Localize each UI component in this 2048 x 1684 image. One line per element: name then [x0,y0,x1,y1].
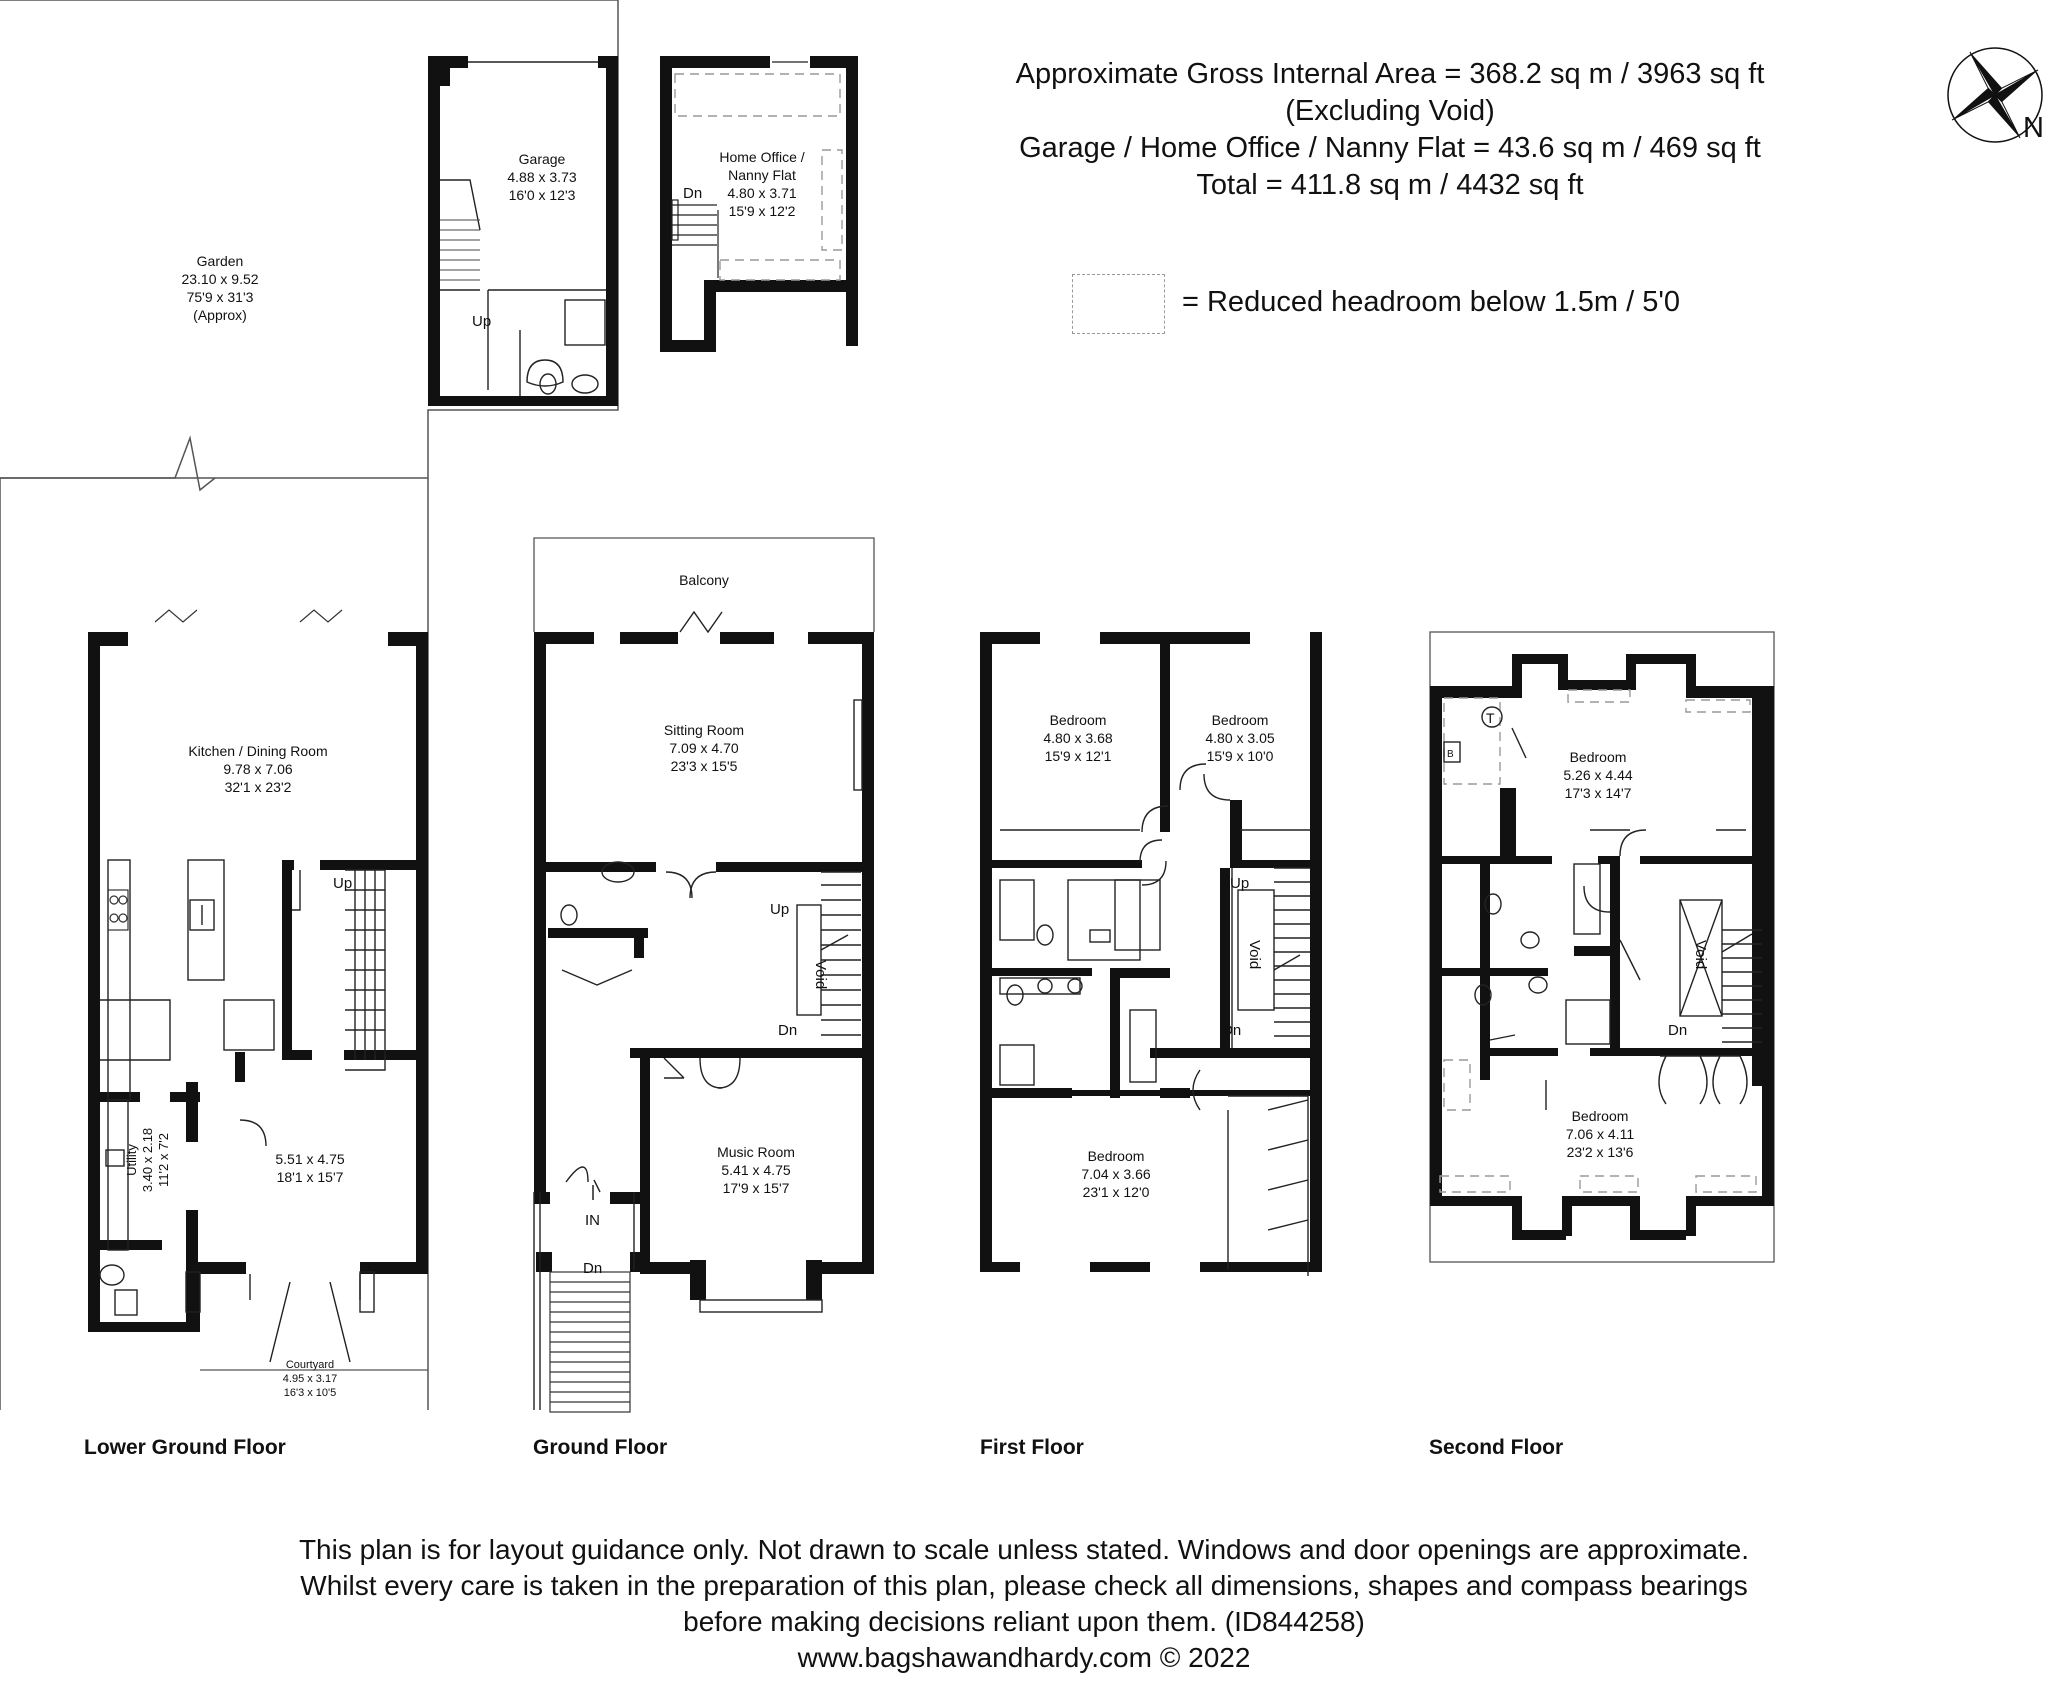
garden-name: Garden [196,253,244,269]
reduced-headroom-swatch [1072,274,1165,334]
void-ground: Void [812,960,829,990]
first-floor-outline [980,632,1322,1276]
ff-bedroom-3-name: Bedroom [1087,1148,1145,1164]
utility-imperial: 11'2 x 7'2 [156,1133,171,1187]
stairs-up-first: Up [1230,875,1250,892]
void-first: Void [1246,940,1263,970]
sitting-room-name: Sitting Room [663,722,745,738]
floor-label-ground: Ground Floor [533,1436,668,1459]
stairs-down-office: Dn [683,185,703,202]
entrance-in-label: IN [585,1212,600,1229]
website-link[interactable]: www.bagshawandhardy.com © 2022 [797,1642,1251,1673]
garage-name: Garage [518,151,566,167]
compass-north-label: N [2023,112,2044,144]
home-office-metric: 4.80 x 3.71 [727,185,797,201]
ff-bedroom-2-imperial: 15'9 x 10'0 [1206,748,1274,764]
sf-bedroom-1-metric: 5.26 x 4.44 [1563,767,1633,783]
courtyard-metric: 4.95 x 3.17 [282,1373,338,1385]
void-second: Void [1692,940,1709,970]
garden-imperial: 75'9 x 31'3 [186,289,254,305]
lg-room-metric: 5.51 x 4.75 [275,1151,345,1167]
reduced-headroom-legend: = Reduced headroom below 1.5m / 5'0 [1182,286,1681,318]
stairs-up-garage: Up [472,313,492,330]
ff-bedroom-2-metric: 4.80 x 3.05 [1205,730,1275,746]
second-floor-outline [1430,632,1774,1262]
area-line-3: Garage / Home Office / Nanny Flat = 43.6 sq m / 469 sq ft [1019,132,1761,164]
ff-bedroom-3-imperial: 23'1 x 12'0 [1082,1184,1150,1200]
music-room-name: Music Room [717,1144,795,1160]
balcony-name: Balcony [679,572,729,588]
stairs-down-entrance: Dn [583,1260,603,1277]
kitchen-imperial: 32'1 x 23'2 [224,779,292,795]
sf-bedroom-2-metric: 7.06 x 4.11 [1565,1126,1635,1142]
ff-bedroom-1-imperial: 15'9 x 12'1 [1044,748,1112,764]
ff-bedroom-2-name: Bedroom [1211,712,1269,728]
lg-room-imperial: 18'1 x 15'7 [276,1169,344,1185]
floor-label-lower-ground: Lower Ground Floor [84,1436,286,1459]
home-office-imperial: 15'9 x 12'2 [728,203,796,219]
ff-bedroom-3-metric: 7.04 x 3.66 [1081,1166,1151,1182]
ff-bedroom-1-name: Bedroom [1049,712,1107,728]
garden-metric: 23.10 x 9.52 [181,271,259,287]
floor-label-second: Second Floor [1429,1436,1564,1459]
sf-bedroom-2-name: Bedroom [1571,1108,1629,1124]
area-line-4: Total = 411.8 sq m / 4432 sq ft [1196,169,1584,201]
sitting-room-imperial: 23'3 x 15'5 [670,758,738,774]
lower-ground-floor-outline [88,610,428,1370]
sf-bedroom-2-imperial: 23'2 x 13'6 [1566,1144,1634,1160]
garage-imperial: 16'0 x 12'3 [508,187,576,203]
disclaimer-line-1: This plan is for layout guidance only. Not drawn to scale unless stated. Windows and door openings are approximate. [298,1534,1750,1565]
kitchen-name: Kitchen / Dining Room [188,743,328,759]
disclaimer-line-3: before making decisions reliant upon them. (ID844258) [683,1606,1365,1637]
utility-label [124,1128,171,1192]
utility-metric: 3.40 x 2.18 [140,1127,155,1193]
area-line-1: Approximate Gross Internal Area = 368.2 sq m / 3963 sq ft [1015,58,1765,90]
room-labels [181,149,1634,1399]
stairs-up-ground: Up [770,901,790,918]
sf-bedroom-1-name: Bedroom [1569,749,1627,765]
music-room-imperial: 17'9 x 15'7 [722,1180,790,1196]
stairs-up-lower-ground: Up [333,875,353,892]
music-room-metric: 5.41 x 4.75 [721,1162,791,1178]
ff-bedroom-1-metric: 4.80 x 3.68 [1043,730,1113,746]
courtyard-name: Courtyard [285,1359,335,1371]
stairs-down-ground: Dn [778,1022,798,1039]
courtyard-imperial: 16'3 x 10'5 [283,1387,337,1399]
disclaimer-line-2: Whilst every care is taken in the preparation of this plan, please check all dimensions, shapes and compass bearings [300,1570,1748,1601]
floor-label-first: First Floor [980,1436,1084,1459]
home-office-name: Home Office / [719,149,805,165]
garage-outline [428,56,618,406]
sf-bedroom-1-imperial: 17'3 x 14'7 [1564,785,1632,801]
utility-name: Utility [124,1144,139,1176]
ground-floor-outline [534,538,874,1412]
tank-label: T [1486,710,1495,726]
area-line-2: (Excluding Void) [1285,95,1495,127]
stairs-down-second: Dn [1668,1022,1688,1039]
sitting-room-metric: 7.09 x 4.70 [669,740,739,756]
garden-note: (Approx) [193,307,247,323]
boiler-label: B [1447,749,1454,760]
kitchen-metric: 9.78 x 7.06 [223,761,293,777]
garage-metric: 4.88 x 3.73 [507,169,577,185]
home-office-name2: Nanny Flat [728,167,796,183]
stairs-down-first: Dn [1222,1022,1242,1039]
